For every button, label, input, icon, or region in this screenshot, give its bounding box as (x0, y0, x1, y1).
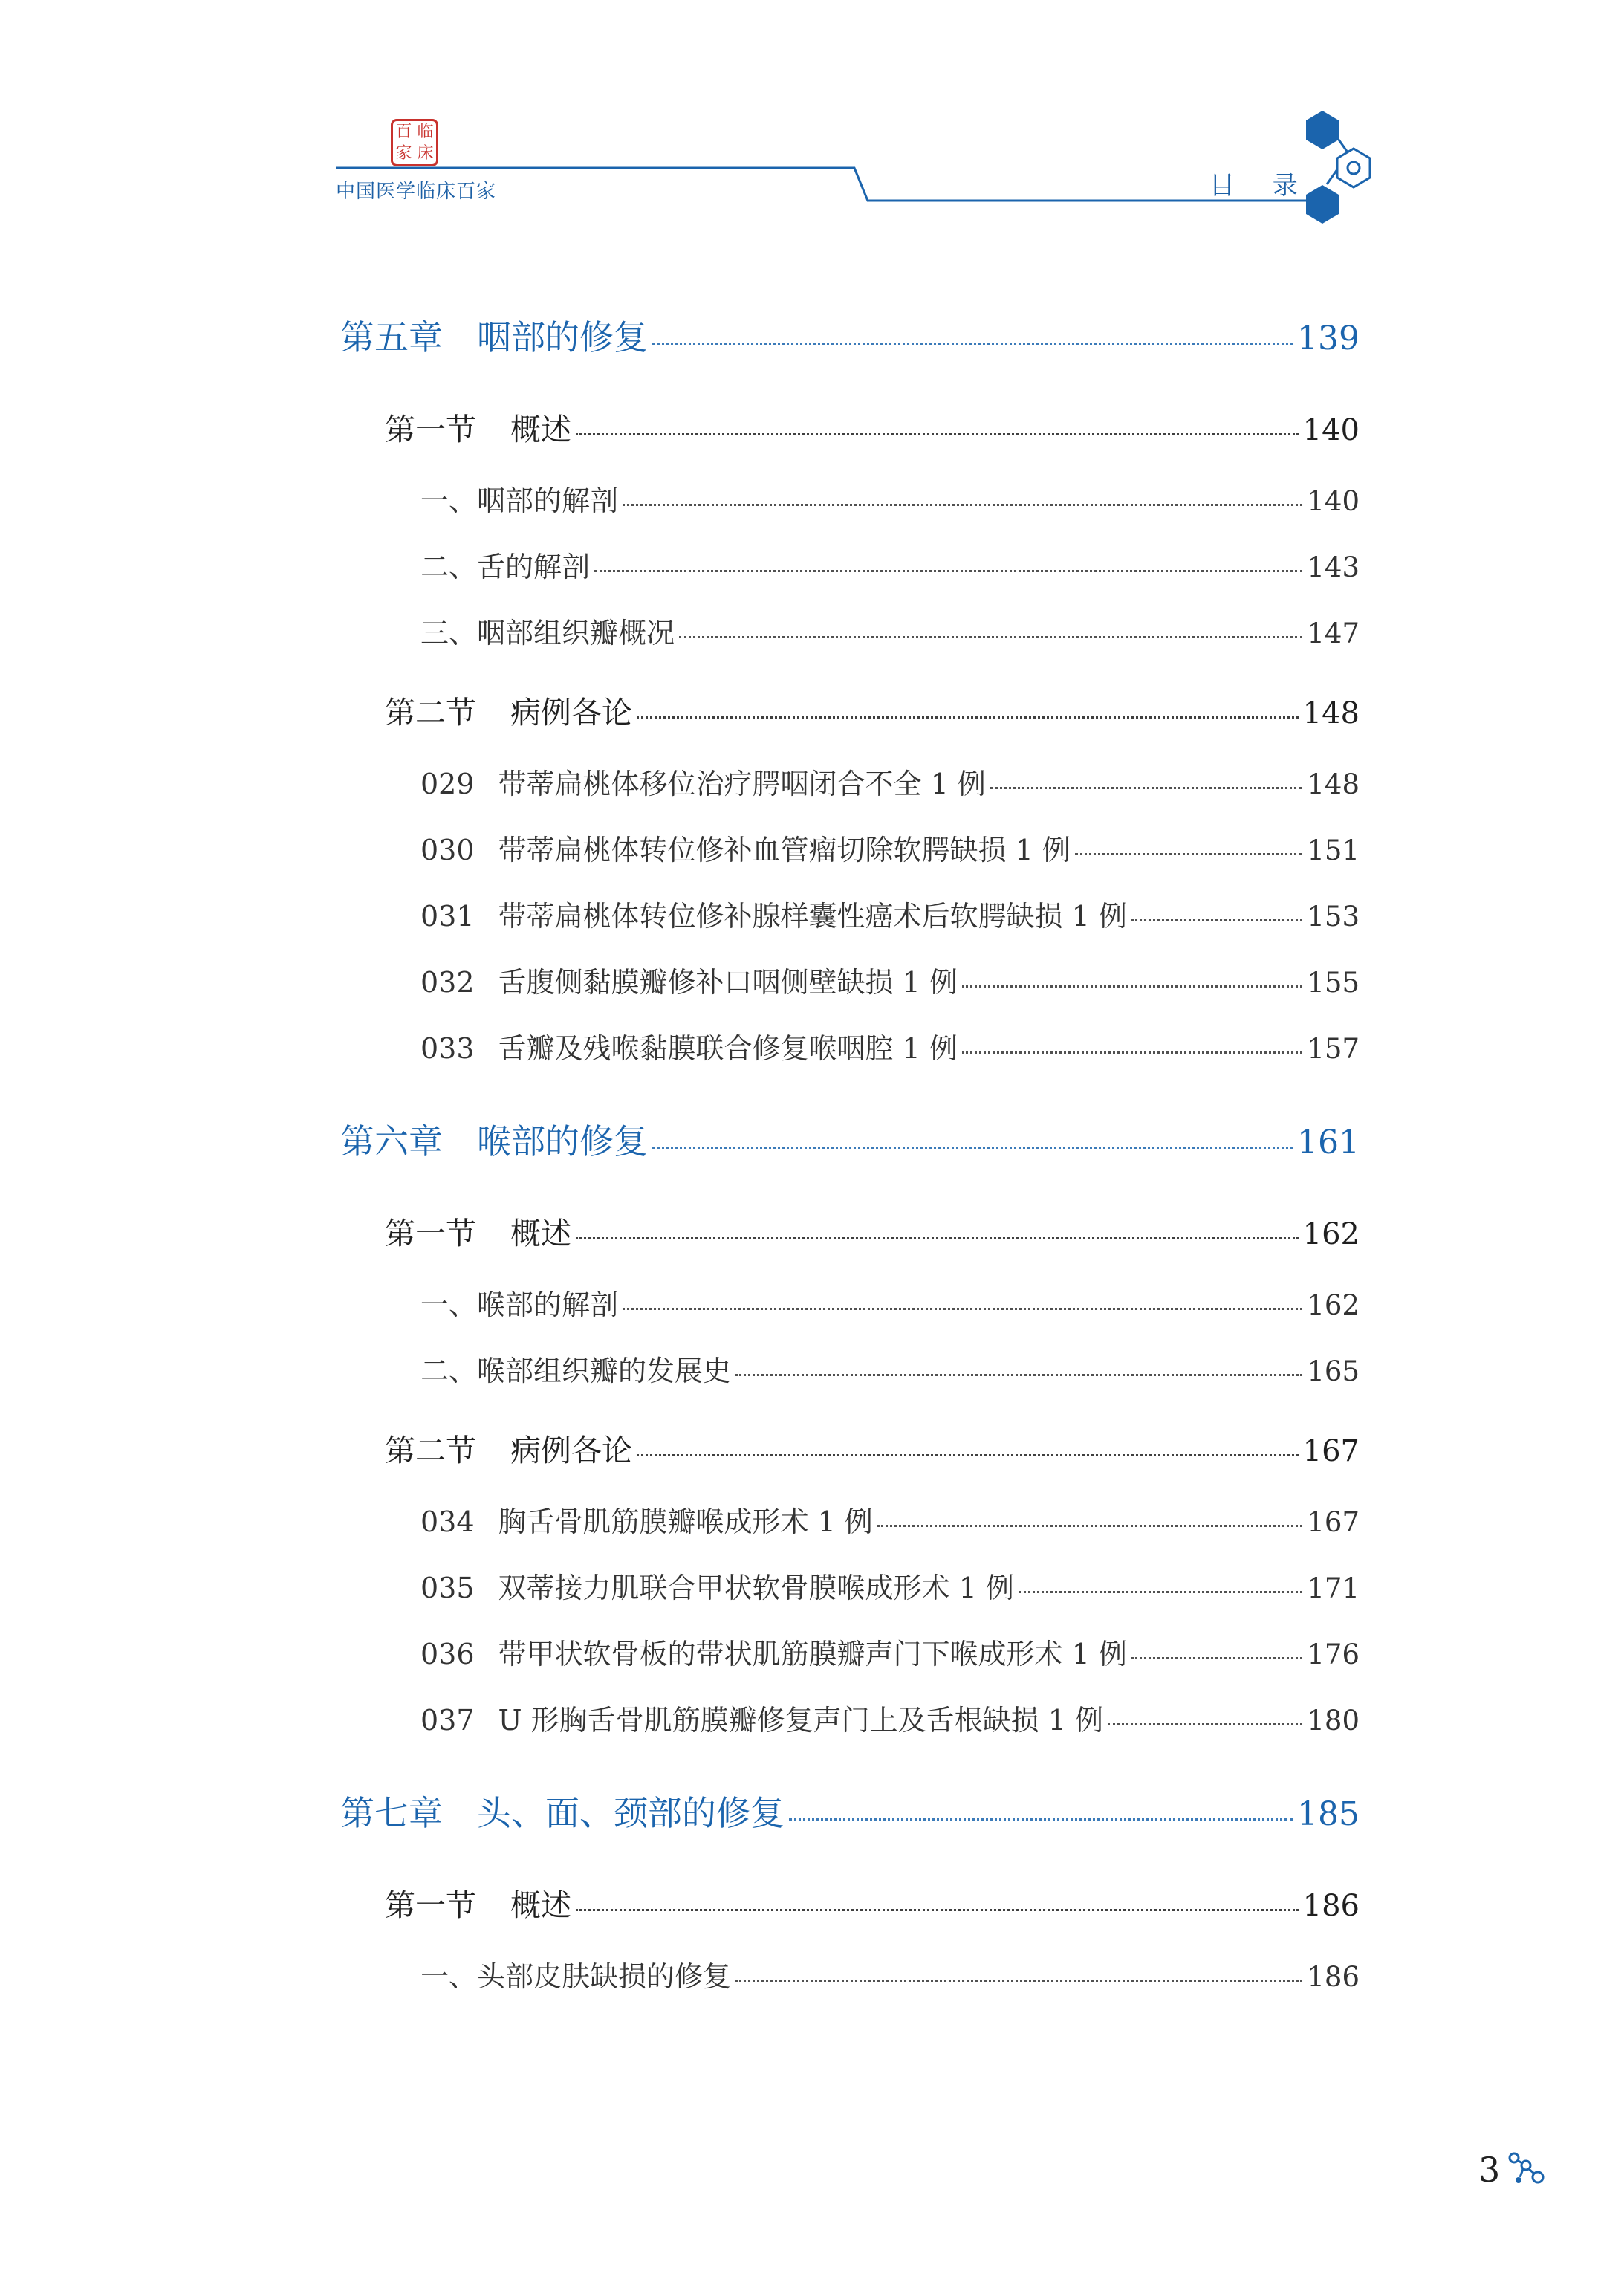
toc-entry-title: 带蒂扁桃体移位治疗腭咽闭合不全 1 例 (498, 768, 986, 800)
toc-entry-case[interactable] (420, 827, 1360, 868)
toc-entry-case[interactable] (420, 1697, 1360, 1738)
toc-page-number: 161 (1297, 1124, 1360, 1161)
page-header (0, 0, 1624, 238)
toc-entry-section[interactable] (385, 1881, 1360, 1925)
dot-leader (623, 1308, 1302, 1310)
toc-page-number: 186 (1307, 1961, 1360, 1993)
toc-page-number: 185 (1297, 1795, 1360, 1833)
page-number: 3 (1478, 2150, 1501, 2190)
dot-leader (877, 1525, 1303, 1527)
toc-entry-title: 概述 (510, 1887, 571, 1923)
toc-entry-title: 喉部的修复 (477, 1121, 648, 1161)
dot-leader (1075, 853, 1303, 855)
seal-char: 百 (395, 122, 412, 141)
dot-leader (637, 716, 1299, 719)
toc-entry-title: 病例各论 (510, 1433, 632, 1468)
toc-entry-title: 头、面、颈部的修复 (477, 1793, 785, 1833)
toc-page-number: 151 (1307, 834, 1360, 866)
toc-page-number: 153 (1307, 901, 1360, 933)
toc-entry-sub[interactable] (420, 610, 1360, 651)
toc-entry-title: 咽部的修复 (477, 317, 648, 357)
toc-entry-sub[interactable] (420, 1954, 1360, 1994)
toc-entry-section[interactable] (385, 1426, 1360, 1470)
toc-entry-sub[interactable] (420, 544, 1360, 585)
dot-leader (623, 504, 1302, 506)
dot-leader (735, 1980, 1302, 1982)
dot-leader (637, 1454, 1299, 1456)
toc-page-number: 155 (1307, 967, 1360, 999)
dot-leader (962, 1051, 1303, 1054)
toc-entry-title: 一、头部皮肤缺损的修复 (420, 1960, 732, 1993)
toc-entry-title: 三、咽部组织瓣概况 (420, 617, 675, 649)
toc-entry-case[interactable] (420, 1631, 1360, 1672)
toc-entry-chapter[interactable] (340, 311, 1360, 360)
toc-case-number: 036 (420, 1638, 475, 1670)
toc-entry-label: 第七章 (340, 1793, 443, 1833)
toc-entry-case[interactable] (420, 1025, 1360, 1066)
seal-char: 床 (417, 143, 434, 163)
toc-entry-case[interactable] (420, 893, 1360, 934)
toc-page-number: 140 (1302, 413, 1360, 447)
toc-entry-label: 第五章 (340, 317, 443, 357)
toc-entry-sub[interactable] (420, 1348, 1360, 1389)
series-title: 中国医学临床百家 (336, 181, 497, 203)
toc-entry-label: 第二节 (385, 695, 476, 730)
molecule-icon (1508, 2150, 1545, 2188)
toc-case-number: 031 (420, 900, 475, 933)
toc-page-number: 180 (1307, 1705, 1360, 1737)
toc-page-number: 162 (1307, 1289, 1360, 1321)
toc-entry-title: 带甲状软骨板的带状肌筋膜瓣声门下喉成形术 1 例 (498, 1638, 1127, 1670)
toc-entry-case[interactable] (420, 1499, 1360, 1540)
toc-entry-chapter[interactable] (340, 1786, 1360, 1835)
toc-entry-sub[interactable] (420, 478, 1360, 519)
toc-entry-title: 双蒂接力肌联合甲状软骨膜喉成形术 1 例 (498, 1572, 1014, 1604)
toc-case-number: 032 (420, 966, 475, 999)
toc-page-number: 148 (1302, 696, 1360, 730)
dot-leader (1108, 1723, 1302, 1725)
toc-page-number: 147 (1307, 617, 1360, 649)
toc-entry-sub[interactable] (420, 1282, 1360, 1323)
toc-entry-title: 舌瓣及残喉黏膜联合修复喉咽腔 1 例 (498, 1032, 958, 1065)
toc-page-number: 167 (1307, 1506, 1360, 1538)
toc-entry-chapter[interactable] (340, 1115, 1360, 1164)
toc-case-number: 035 (420, 1572, 475, 1604)
toc-entry-title: 带蒂扁桃体转位修补腺样囊性癌术后软腭缺损 1 例 (498, 900, 1127, 933)
dot-leader (1019, 1591, 1303, 1593)
toc-page-number: 171 (1307, 1572, 1360, 1604)
toc-entry-section[interactable] (385, 405, 1360, 449)
toc-entry-label: 第二节 (385, 1433, 476, 1468)
toc-page-number: 148 (1307, 768, 1360, 800)
toc-entry-title: 一、喉部的解剖 (420, 1289, 619, 1321)
header-rule (0, 0, 1624, 238)
toc-page-number: 176 (1307, 1638, 1360, 1670)
toc-entry-label: 第一节 (385, 1887, 476, 1923)
toc-entry-case[interactable] (420, 761, 1360, 802)
toc-entry-label: 第六章 (340, 1121, 443, 1161)
toc-case-number: 033 (420, 1032, 475, 1065)
toc-entry-title: 带蒂扁桃体转位修补血管瘤切除软腭缺损 1 例 (498, 834, 1071, 866)
dot-leader (990, 787, 1303, 789)
toc-case-number: 029 (420, 768, 475, 800)
toc-entry-title: 病例各论 (510, 695, 632, 730)
toc-entry-case[interactable] (420, 1565, 1360, 1606)
toc-entry-title: 二、舌的解剖 (420, 551, 591, 583)
dot-leader (652, 1147, 1293, 1149)
dot-leader (962, 985, 1303, 988)
dot-leader (679, 636, 1302, 638)
toc-page-number: 165 (1307, 1355, 1360, 1387)
toc-entry-title: 概述 (510, 412, 571, 447)
toc-entry-title: 胸舌骨肌筋膜瓣喉成形术 1 例 (498, 1505, 873, 1538)
dot-leader (1131, 919, 1303, 921)
dot-leader (594, 570, 1302, 572)
toc-page-number: 157 (1307, 1033, 1360, 1065)
toc-page-number: 139 (1297, 320, 1360, 357)
dot-leader (576, 433, 1299, 435)
toc-page-number: 162 (1302, 1217, 1360, 1251)
seal-char: 临 (417, 122, 434, 141)
toc-case-number: 034 (420, 1505, 475, 1538)
toc-entry-title: U 形胸舌骨肌筋膜瓣修复声门上及舌根缺损 1 例 (498, 1704, 1103, 1737)
toc-entry-section[interactable] (385, 1209, 1360, 1253)
toc-page-number: 186 (1302, 1889, 1360, 1923)
toc-entry-title: 二、喉部组织瓣的发展史 (420, 1355, 732, 1387)
toc-entry-title: 概述 (510, 1216, 571, 1251)
toc-page-number: 167 (1302, 1434, 1360, 1468)
toc-entry-label: 第一节 (385, 1216, 476, 1251)
running-title: 目 录 (1209, 171, 1313, 201)
toc-page-number: 143 (1307, 551, 1360, 583)
dot-leader (576, 1909, 1299, 1911)
dot-leader (789, 1818, 1293, 1821)
dot-leader (1131, 1657, 1303, 1659)
toc-entry-title: 舌腹侧黏膜瓣修补口咽侧壁缺损 1 例 (498, 966, 958, 999)
dot-leader (576, 1237, 1299, 1239)
dot-leader (735, 1374, 1302, 1376)
toc-entry-case[interactable] (420, 959, 1360, 1000)
seal-char: 家 (395, 143, 412, 163)
toc-case-number: 037 (420, 1704, 475, 1737)
toc-entry-label: 第一节 (385, 412, 476, 447)
toc-entry-section[interactable] (385, 688, 1360, 732)
toc-entry-title: 一、咽部的解剖 (420, 484, 619, 517)
dot-leader (652, 343, 1293, 345)
toc-page-number: 140 (1307, 485, 1360, 517)
hexagon-molecule-icon (1306, 111, 1370, 224)
toc-case-number: 030 (420, 834, 475, 866)
